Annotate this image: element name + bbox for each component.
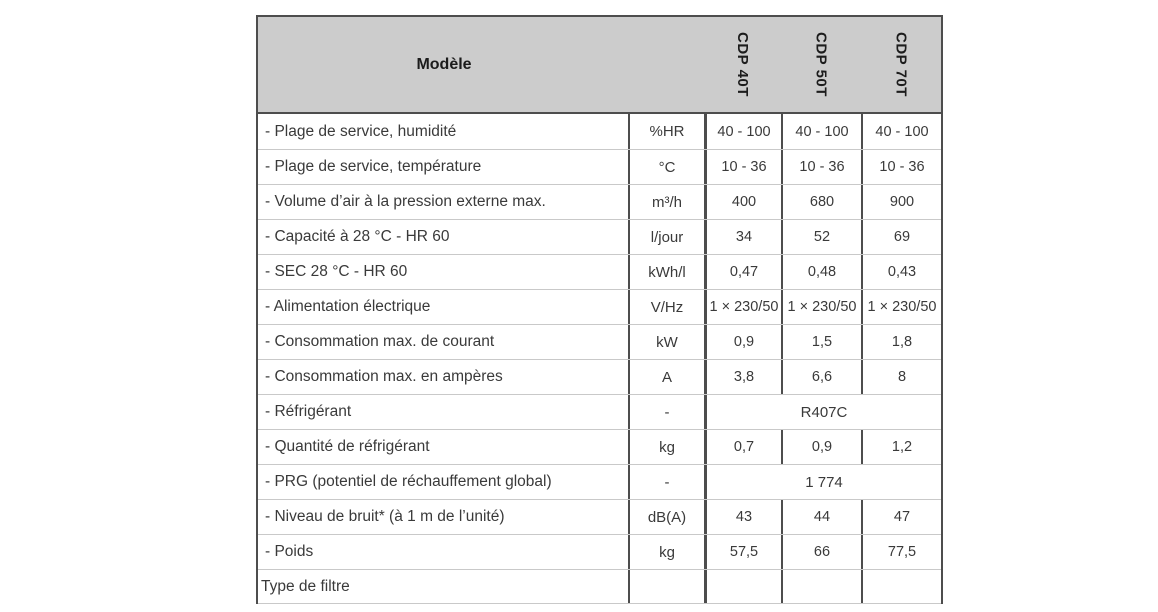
row-unit: %HR [628, 114, 704, 149]
row-label: - Plage de service, température [265, 158, 482, 175]
value-cdp-40t: 57,5 [704, 535, 781, 569]
value-cdp-70t: 1,2 [861, 430, 941, 464]
row-unit: - [628, 395, 704, 429]
row-label: - Poids [265, 543, 314, 560]
value-cdp-40t: 40 - 100 [704, 114, 781, 149]
value-cdp-50t: 6,6 [781, 360, 861, 394]
row-label: - Alimentation électrique [265, 298, 431, 315]
row-unit: - [628, 465, 704, 499]
spec-table [256, 15, 943, 604]
value-cdp-40t: 43 [704, 500, 781, 534]
table-row-power-supply [258, 289, 941, 324]
table-row-air-volume [258, 184, 941, 219]
row-label: - PRG (potentiel de réchauffement global) [265, 473, 552, 490]
value-cdp-70t: 40 - 100 [861, 114, 941, 149]
value-cdp-70t: 900 [861, 185, 941, 219]
column-header-cdp-70t [861, 17, 941, 112]
model-header-label: Modèle [416, 55, 472, 73]
table-row-prg [258, 464, 941, 499]
row-label: - Quantité de réfrigérant [265, 438, 430, 455]
column-header-cdp-40t-label: CDP 40T [734, 32, 751, 97]
value-cdp-40t: 34 [704, 220, 781, 254]
table-row-sec [258, 254, 941, 289]
table-row-weight [258, 534, 941, 569]
row-label: - Capacité à 28 °C - HR 60 [265, 228, 450, 245]
value-cdp-40t: 400 [704, 185, 781, 219]
value-cdp-40t: 10 - 36 [704, 150, 781, 184]
value-cdp-70t [861, 570, 941, 603]
row-unit: °C [628, 150, 704, 184]
row-unit: m³/h [628, 185, 704, 219]
row-unit: A [628, 360, 704, 394]
row-label: - Niveau de bruit* (à 1 m de l’unité) [265, 508, 505, 525]
table-row-refrigerant-qty [258, 429, 941, 464]
column-header-cdp-50t [781, 17, 861, 112]
table-row-capacity [258, 219, 941, 254]
row-unit: kg [628, 430, 704, 464]
column-header-cdp-70t-label: CDP 70T [892, 32, 910, 97]
model-header-cell [258, 17, 704, 112]
table-row-max-amps [258, 359, 941, 394]
value-cdp-70t: 8 [861, 360, 941, 394]
value-cdp-70t: 47 [861, 500, 941, 534]
value-cdp-50t: 0,9 [781, 430, 861, 464]
value-cdp-50t [781, 570, 861, 603]
row-label: - Réfrigérant [265, 403, 352, 420]
row-label: - Volume d’air à la pression externe max. [265, 193, 546, 210]
row-label: - SEC 28 °C - HR 60 [265, 263, 408, 280]
value-cdp-50t: 44 [781, 500, 861, 534]
row-unit: kg [628, 535, 704, 569]
table-row-temperature [258, 149, 941, 184]
value-cdp-50t: 1,5 [781, 325, 861, 359]
table-row-max-power [258, 324, 941, 359]
value-cdp-50t: 1 × 230/50 [781, 290, 861, 324]
value-cdp-40t: 0,7 [704, 430, 781, 464]
row-unit: dB(A) [628, 500, 704, 534]
value-cdp-40t: 3,8 [704, 360, 781, 394]
table-header [258, 17, 941, 114]
value-cdp-40t: 0,9 [704, 325, 781, 359]
value-cdp-70t: 1,8 [861, 325, 941, 359]
value-cdp-50t: 680 [781, 185, 861, 219]
value-cdp-50t: 0,48 [781, 255, 861, 289]
value-cdp-50t: 52 [781, 220, 861, 254]
row-unit: l/jour [628, 220, 704, 254]
value-cdp-70t: 0,43 [861, 255, 941, 289]
value-cdp-50t: 10 - 36 [781, 150, 861, 184]
table-row-filter-type [258, 569, 941, 604]
row-label: - Plage de service, humidité [265, 122, 457, 140]
value-cdp-70t: 77,5 [861, 535, 941, 569]
row-label: Type de filtre [261, 577, 350, 595]
row-label: - Consommation max. de courant [265, 333, 495, 350]
row-unit: kWh/l [628, 255, 704, 289]
merged-value: R407C [704, 395, 941, 429]
row-unit: kW [628, 325, 704, 359]
value-cdp-50t: 66 [781, 535, 861, 569]
row-unit [628, 570, 704, 603]
column-header-cdp-40t [704, 17, 781, 112]
value-cdp-40t: 1 × 230/50 [704, 290, 781, 324]
row-label: - Consommation max. en ampères [265, 368, 503, 385]
row-unit: V/Hz [628, 290, 704, 324]
table-row-refrigerant [258, 394, 941, 429]
table-row-noise-level [258, 499, 941, 534]
value-cdp-70t: 69 [861, 220, 941, 254]
value-cdp-70t: 1 × 230/50 [861, 290, 941, 324]
value-cdp-70t: 10 - 36 [861, 150, 941, 184]
merged-value: 1 774 [704, 465, 941, 499]
value-cdp-50t: 40 - 100 [781, 114, 861, 149]
value-cdp-40t [704, 570, 781, 603]
table-row-humidity [258, 114, 941, 149]
value-cdp-40t: 0,47 [704, 255, 781, 289]
column-header-cdp-50t-label: CDP 50T [812, 32, 830, 97]
